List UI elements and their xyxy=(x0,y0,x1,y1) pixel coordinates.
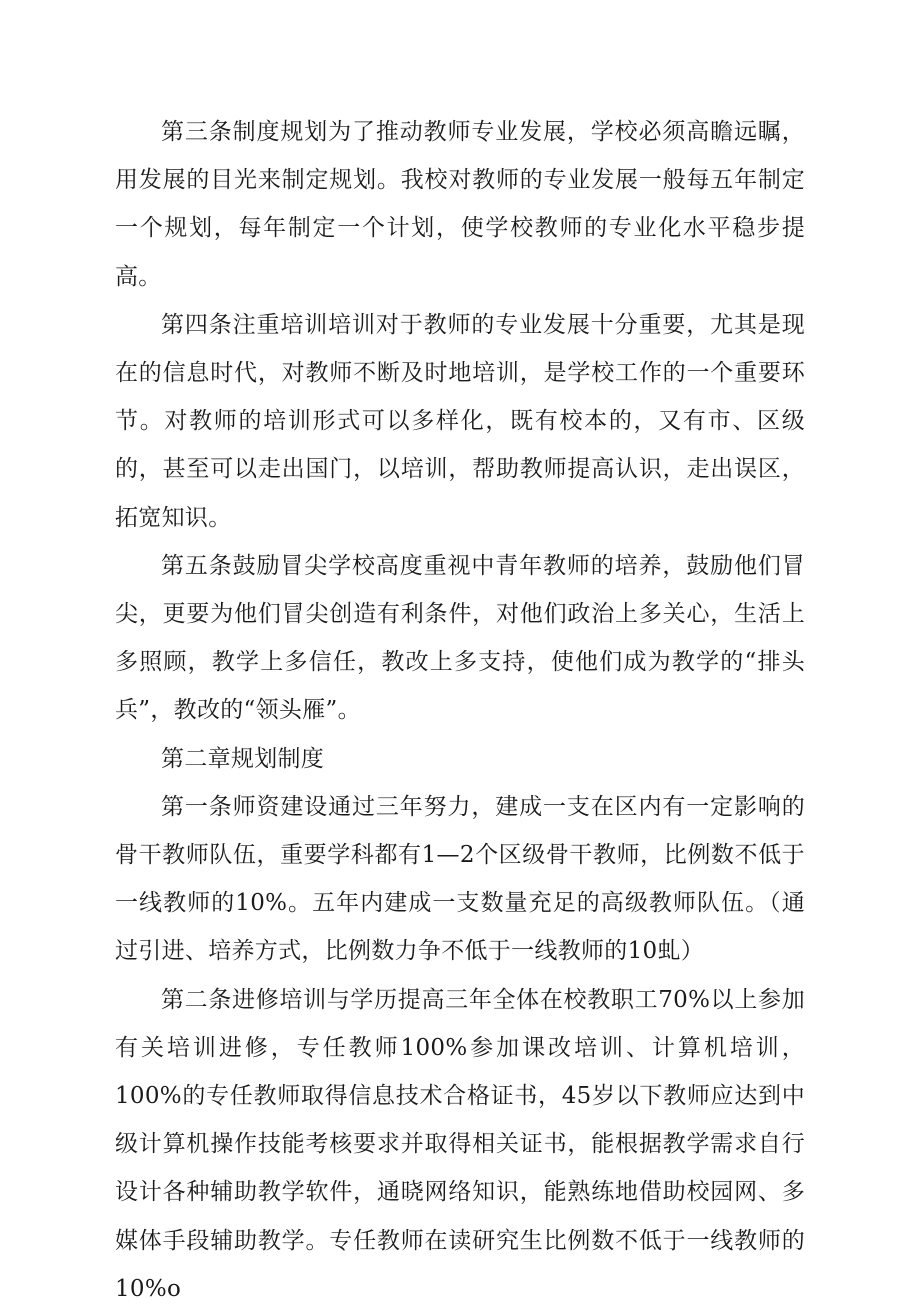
paragraph-article-3: 第三条制度规划为了推动教师专业发展，学校必须高瞻远瞩，用发展的目光来制定规划。我校对教师的专业发展一般每五年制定一个规划，每年制定一个计划，使学校教师的专业化水平稳步提高。 xyxy=(115,119,805,290)
document-body xyxy=(115,108,805,1313)
paragraph-article-1: 第一条师资建设通过三年努力，建成一支在区内有一定影响的骨干教师队伍，重要学科都有1—2个区级骨干教师，比例数不低于一线教师的10%。五年内建成一支数量充足的高级教师队伍。（通过引进、培养方式，比例数力争不低于一线教师的10虬） xyxy=(115,793,805,965)
paragraph-article-5: 第五条鼓励冒尖学校高度重视中青年教师的培养，鼓励他们冒尖，更要为他们冒尖创造有利条件，对他们政治上多关心，生活上多照顾，教学上多信任，教改上多支持，使他们成为教学的“排头兵”，教改的“领头雁”。 xyxy=(115,552,805,724)
chapter-heading: 第二章规划制度 xyxy=(161,745,325,772)
paragraph-article-2: 第二条进修培训与学历提高三年全体在校教职工70%以上参加有关培训进修，专任教师100%参加课改培训、计算机培训，100%的专任教师取得信息技术合格证书，45岁以下教师应达到中级计算机操作技能考核要求并取得相关证书，能根据教学需求自行设计各种辅助教学软件，通晓网络知识，能熟练地借助校园网、多媒体手段辅助教学。专任教师在读研究生比例数不低于一线教师的10%o xyxy=(115,986,805,1302)
paragraph-article-4: 第四条注重培训培训对于教师的专业发展十分重要，尤其是现在的信息时代，对教师不断及时地培训，是学校工作的一个重要环节。对教师的培训形式可以多样化，既有校本的，又有市、区级的，甚至可以走出国门，以培训，帮助教师提高认识，走出误区，拓宽知识。 xyxy=(115,311,805,531)
